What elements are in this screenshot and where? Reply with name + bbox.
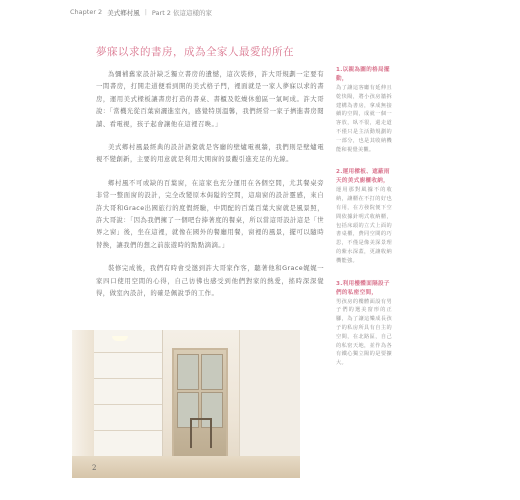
chapter-label: Chapter 2	[70, 8, 103, 16]
note-title: 3.利用樓體面隔設子們的私密空間，	[336, 280, 390, 296]
chapter-title: 美式鄉村風	[107, 8, 140, 17]
note-body: 運用那對風據不的收納，讓櫃在不打的好也有用，在方發院便下空間依據針明式收納櫃，包括床頭的立式上面的書桌櫃，費同空間的巧思，不僅是像美深景理的紫水深蓋，更讓收納機能強。	[336, 187, 392, 264]
page-header	[70, 6, 212, 18]
sidebar-notes	[336, 66, 392, 382]
note-item	[336, 66, 392, 154]
note-item	[336, 280, 392, 368]
part-label: Part 2 依這這樣的家	[151, 8, 213, 17]
header-separator: |	[144, 8, 147, 16]
note-body: 為了讓這客廳有延伸且乾快陽，將小孩房牆拆建構為書房，拿成無接續的空間，成就一個一客放，臥不很，還走道不僅只是主活動規劃的一部分，也是其收納機能和視覺美觀。	[336, 85, 392, 153]
photo-floor	[72, 456, 300, 478]
photo-number: 2	[92, 464, 97, 472]
photo-chair	[190, 418, 212, 448]
paragraph: 裝修完成後，我們有時會受邀到許大哥家作客，聽著他和Grace娓娓一家四口使用空間的心得，自己彷彿也感受到他們對家的熱愛，搖時深深覺得，做室內設計，的確是佩說爭的工作。	[96, 264, 324, 298]
paragraph: 美式鄉村風最經典的設計語彙就是客廳的壁爐電視牆，我們則是壁爐電視不變創新，主要的用意就是利用大開窗的景觀引進充足的光線。	[96, 143, 324, 164]
paragraph: 為彌補舊家設計缺乏獨立書房的遺憾，這次裝修，許大哥規劃一定要有一間書房，打開走道便看到開的美式格子門，裡面就是一家人夢寐以求的書房，運用美式樑板讓書房打造的書桌、書櫃及乾燥休憩區一氣呵成。許大哥說：「當機光從百葉窗灑進室內，感覺特別溫馨，我們經常一家子擠進書房閱讀、看電視，孩子起會讓他在這裡召喚。」	[96, 70, 324, 128]
photo-french-door	[172, 348, 228, 472]
note-item	[336, 168, 392, 265]
photo-ceiling-lamp	[112, 336, 128, 341]
note-title: 2.運用樑板、遮蔽雨天的美式廚櫃收納，	[336, 169, 390, 185]
interior-photo	[72, 330, 300, 478]
note-title: 1.以親為圖的格局擺動，	[336, 67, 390, 82]
note-body: 男孩房的樓體面設有男子們的選美窗形的正腳，為了讓這樂成長孩子的私房所具有自主的空間，在北路區，自己的私密天地，並作為各有鐵心獨立陽的是要擴大。	[336, 298, 392, 367]
paragraph: 鄉村風不可或缺的百葉窗，在這家也充分運用在各個空間，尤其餐桌旁非常一整面窗的設計，完全改變原本侷隘的空間，這扇窗的設計靈感，來自許大哥和Grace出國旅行的度假經驗，中間配的百葉百葉大窗就是風景照，許大哥說：「因為我們擁了一個吧台捧著度的餐桌，所以當這哥設計這是「世界之窗」後，坐在這裡，就像在國外的餐廳用餐，窗裡的風景，擺可以隨時替換，讓我們的想之前旅遊時的點點滴滴。」	[96, 178, 324, 249]
body-text	[96, 68, 324, 311]
section-heading: 夢寐以求的書房，成為全家人最愛的所在	[96, 46, 294, 58]
